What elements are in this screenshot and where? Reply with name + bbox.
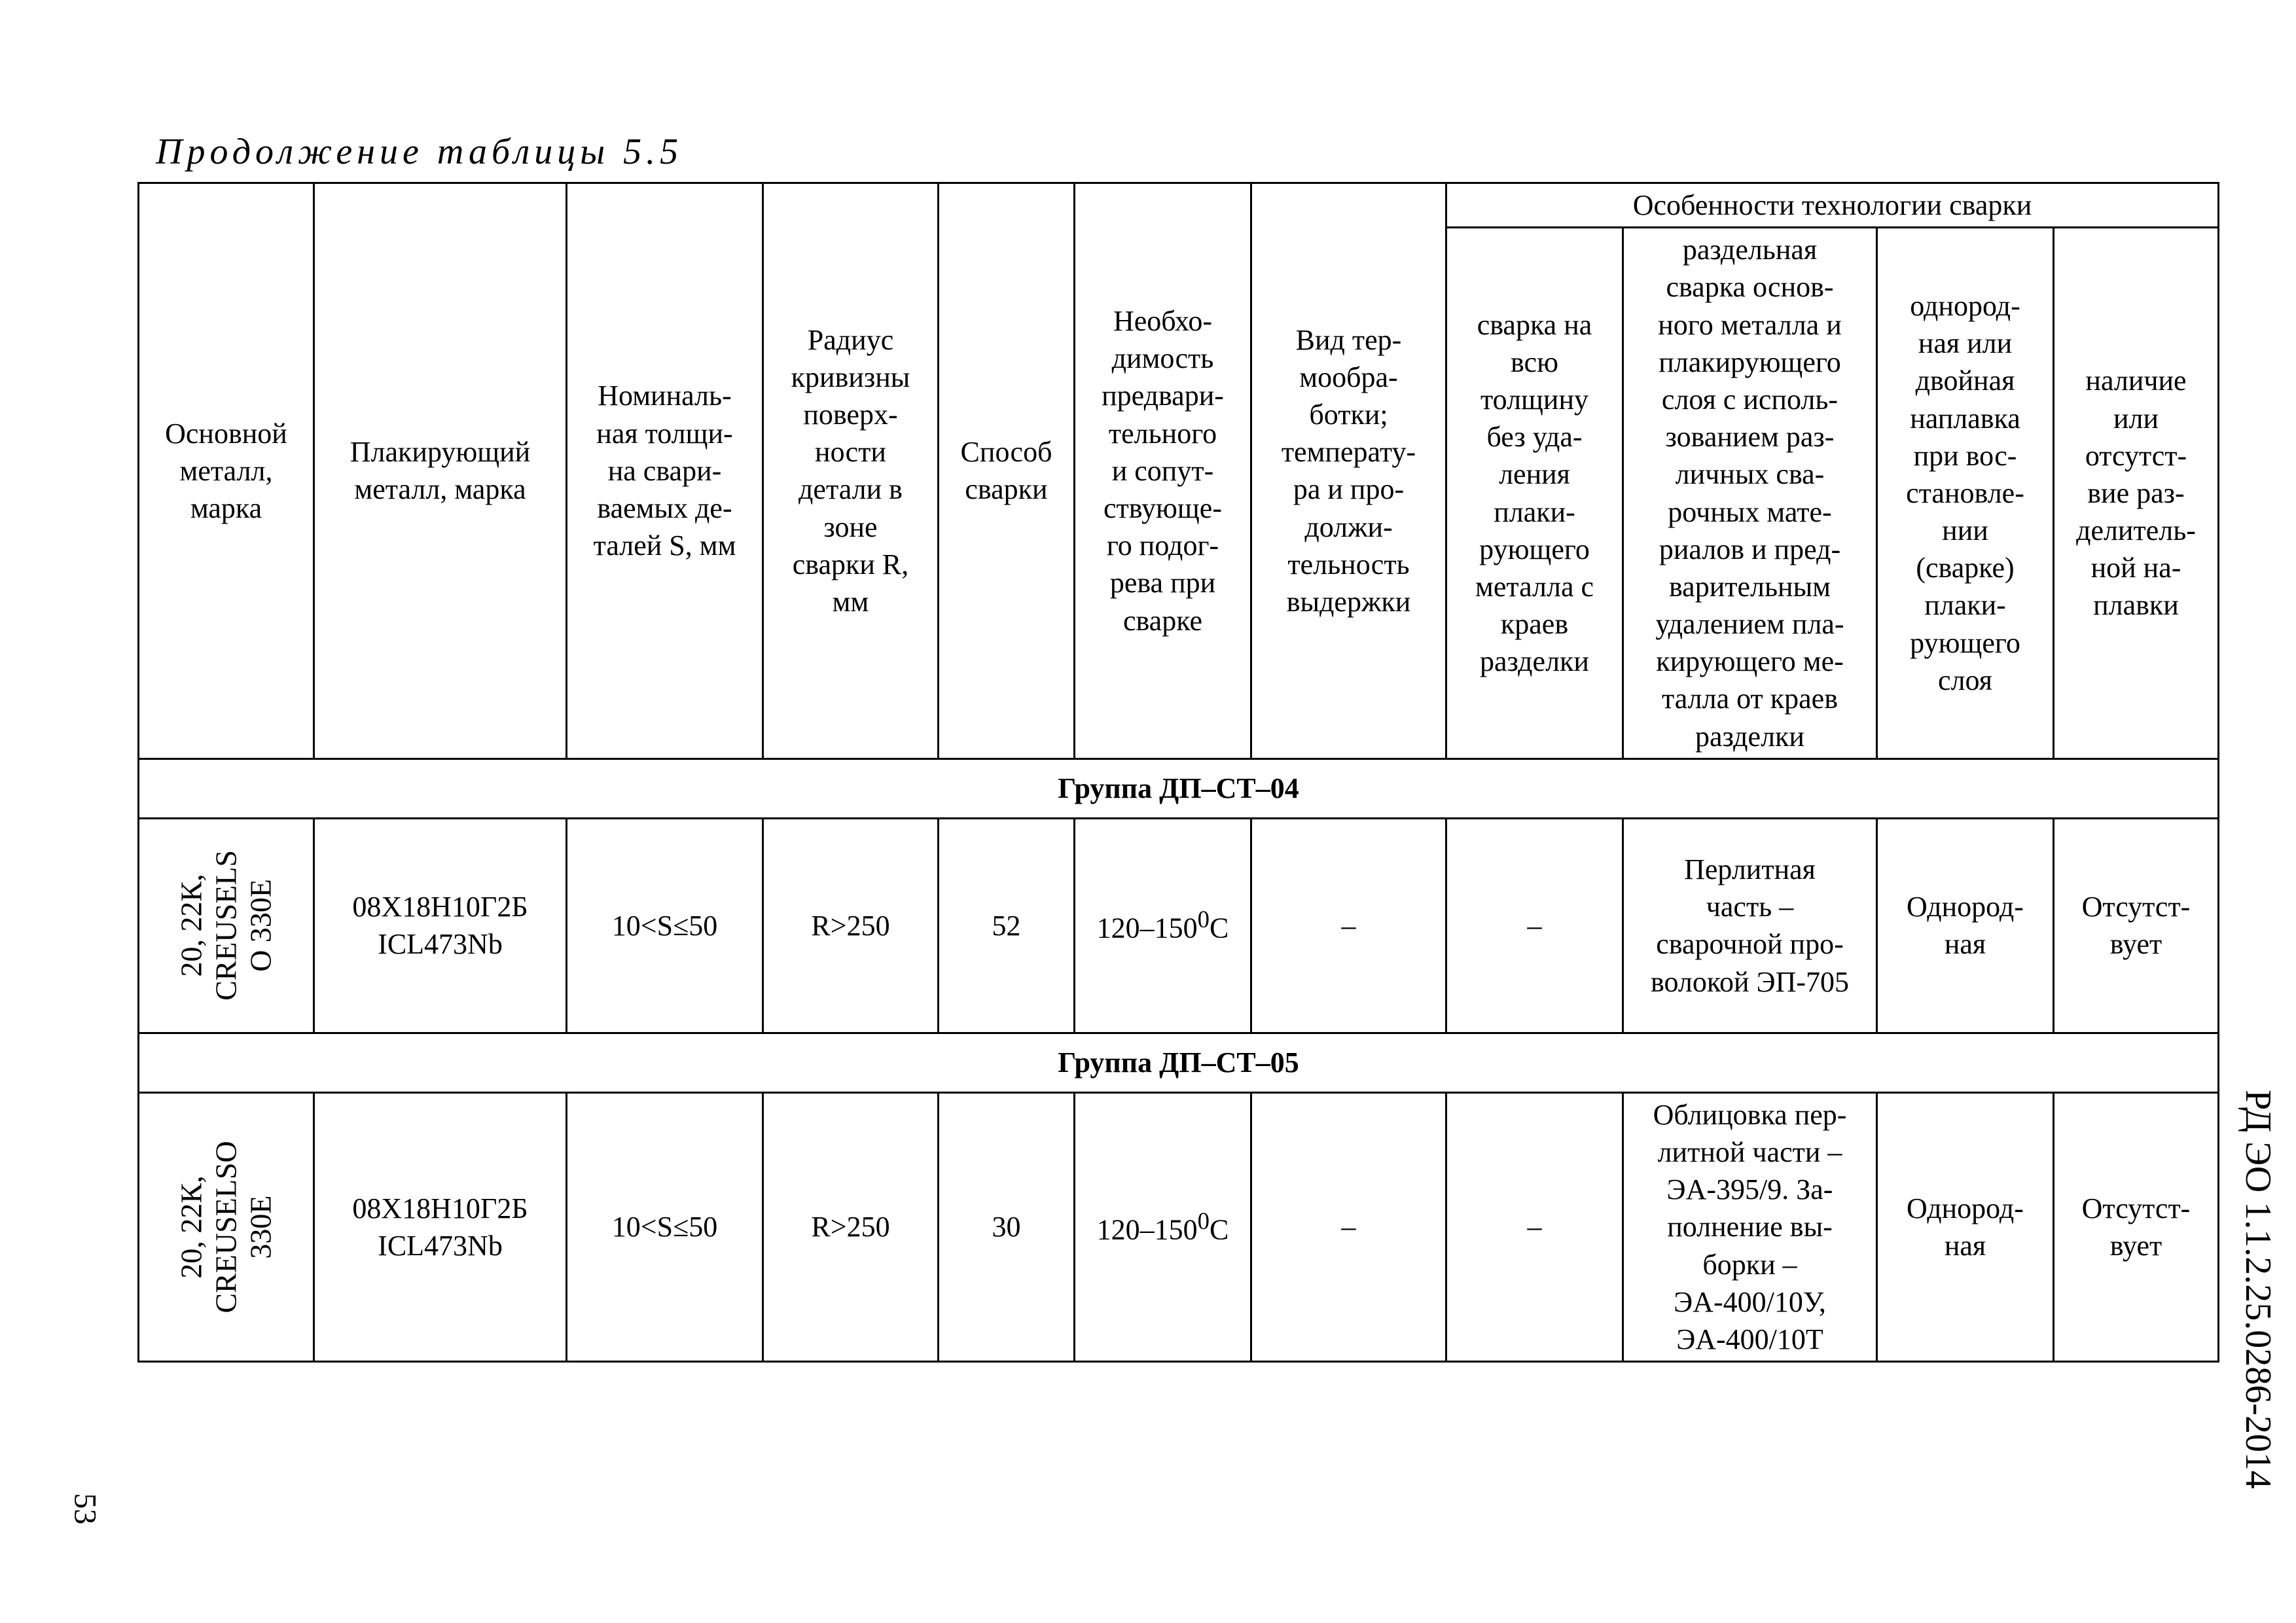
document-code: РД ЭО 1.1.2.25.0286-2014 [2238,1090,2278,1489]
header-radius: Радиус кривизны поверх- ности детали в зоне сварки R, мм [763,183,939,759]
header-separating-layer: наличие или отсутст- вие раз- делитель- ной на- плавки [2054,228,2219,759]
cell-preheat: $120-150^0С$ [1075,818,1251,1033]
header-preheat: Необхо- димость предвари- тельного и сопут- ствующе- го подог- рева при сварке [1075,183,1251,759]
group-title: Группа ДП–СТ–04 [139,758,2219,818]
header-thickness: Номиналь- ная толщи- на свари- ваемых де- талей S, мм [567,183,763,759]
cell-heat-treatment: – [1251,818,1446,1033]
welding-technology-table [137,182,2219,1363]
cell-preheat: $120-150^0С$ [1075,1092,1251,1361]
cell-separating-layer: Отсутст- вует [2054,1092,2219,1361]
cell-base-metal: 20, 22К, CREUSELS O 330E [139,818,314,1033]
cell-full-thickness: – [1446,818,1623,1033]
header-base-metal: Основной металл, марка [139,183,314,759]
cell-thickness: 10<S≤50 [567,1092,763,1361]
page-number: 53 [67,1493,103,1524]
header-clad-metal: Плакирующий металл, марка [314,183,567,759]
header-heat-treatment: Вид тер- мообра- ботки; температу- ра и про- должи- тельность выдержки [1251,183,1446,759]
cell-separating-layer: Отсутст- вует [2054,818,2219,1033]
table-row [139,1092,2219,1361]
cell-thickness: 10<S≤50 [567,818,763,1033]
cell-clad-metal: 08Х18Н10Г2Б ICL473Nb [314,818,567,1033]
cell-radius: R>250 [763,1092,939,1361]
table-caption: Продолжение таблицы 5.5 [156,132,683,172]
cell-method: 52 [939,818,1075,1033]
cell-method: 30 [939,1092,1075,1361]
cell-overlay: Однород- ная [1877,818,2054,1033]
cell-base-metal: 20, 22К, CREUSELSO 330E [139,1092,314,1361]
header-overlay: однород- ная или двойная наплавка при вос- становле- нии (сварке) плаки- рующего слоя [1877,228,2054,759]
header-separate-welding: раздельная сварка основ- ного металла и плакирующего слоя с исполь- зованием раз- личных сва- рочных мате- риалов и пред- варительным удалением пла- кирующего ме- талла от краев разделки [1623,228,1877,759]
cell-clad-metal: 08Х18Н10Г2Б ICL473Nb [314,1092,567,1361]
cell-overlay: Однород- ная [1877,1092,2054,1361]
header-full-thickness: сварка на всю толщину без уда- ления плаки- рующего металла с краев разделки [1446,228,1623,759]
table-row [139,818,2219,1033]
cell-full-thickness: – [1446,1092,1623,1361]
header-technology-group: Особенности технологии сварки [1446,183,2219,228]
group-title: Группа ДП–СТ–05 [139,1033,2219,1092]
header-method: Способ сварки [939,183,1075,759]
cell-separate-welding: Облицовка пер- литной части – ЭА-395/9. За- полнение вы- борки – ЭА-400/10У, ЭА-400/10Т [1623,1092,1877,1361]
cell-heat-treatment: – [1251,1092,1446,1361]
cell-radius: R>250 [763,818,939,1033]
cell-separate-welding: Перлитная часть – сварочной про- волокой ЭП-705 [1623,818,1877,1033]
